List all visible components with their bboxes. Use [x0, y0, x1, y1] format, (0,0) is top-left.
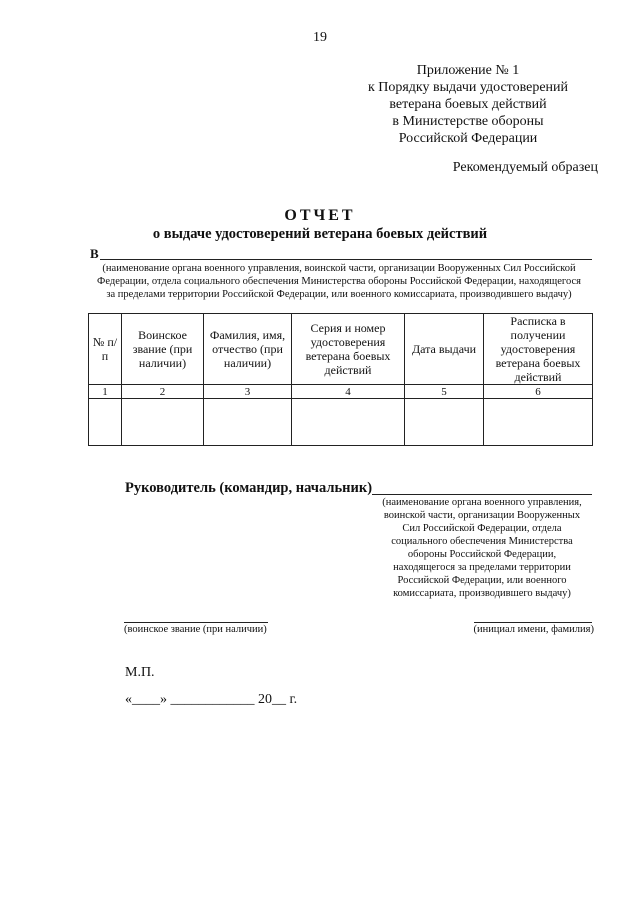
name-fill-line[interactable] [474, 622, 592, 623]
stamp-label: М.П. [125, 665, 155, 680]
appendix-line: в Министерстве обороны [392, 114, 544, 129]
table-cell[interactable] [89, 399, 122, 446]
header-cell: Воинское звание (при наличии) [122, 314, 204, 385]
table-cell[interactable] [204, 399, 292, 446]
page-number: 19 [313, 30, 327, 45]
table-cell[interactable] [292, 399, 405, 446]
appendix-line: ветерана боевых действий [389, 97, 547, 112]
column-number: 5 [405, 385, 484, 399]
document-subtitle: о выдаче удостоверений ветерана боевых действий [152, 226, 488, 242]
rank-hint: (воинское звание (при наличии) [124, 624, 267, 635]
signature-label: Руководитель (командир, начальник) [125, 480, 373, 496]
table-header-row [89, 314, 593, 385]
table-cell[interactable] [484, 399, 593, 446]
rank-fill-line[interactable] [124, 622, 268, 623]
sample-label: Рекомендуемый образец [452, 160, 598, 175]
column-number-row [89, 385, 593, 399]
column-number: 3 [204, 385, 292, 399]
header-cell: Серия и номер удостоверения ветерана боевых действий [292, 314, 405, 385]
document-title: ОТЧЕТ [284, 207, 356, 224]
appendix-block [348, 62, 588, 147]
appendix-line: к Порядку выдачи удостоверений [367, 80, 569, 95]
header-cell: № п/п [89, 314, 122, 385]
name-hint: (инициал имени, фамилия) [473, 624, 594, 635]
table-cell[interactable] [122, 399, 204, 446]
column-number: 2 [122, 385, 204, 399]
report-table [88, 313, 593, 446]
appendix-line: Приложение № 1 [416, 63, 520, 78]
column-number: 1 [89, 385, 122, 399]
signature-hint: (наименование органа военного управления, воинской части, организации Вооруженных Сил Российской Федерации, отдела социального обеспечения Министерства обороны Российской Федерации, находящегося за пределами территории Российской Федерации, или военного комиссариата, производившего выдачу) [382, 497, 582, 599]
column-number: 4 [292, 385, 405, 399]
recipient-fill-line[interactable] [100, 259, 592, 260]
header-cell: Фамилия, имя, отчество (при наличии) [204, 314, 292, 385]
date-line: «____» ____________ 20__ г. [125, 692, 298, 707]
appendix-line: Российской Федерации [398, 131, 538, 146]
recipient-prefix: В [90, 246, 99, 261]
table-row [89, 399, 593, 446]
table-cell[interactable] [405, 399, 484, 446]
recipient-hint: (наименование органа военного управления, воинской части, организации Вооруженных Сил Российской Федерации, отдела социального обеспечения Министерства обороны Российской Федерации, находящегося за пределами территории Российской Федерации, или военного комиссариата, производившего выдачу) [97, 263, 581, 300]
column-number: 6 [484, 385, 593, 399]
header-cell: Расписка в получении удостоверения ветерана боевых действий [484, 314, 593, 385]
header-cell: Дата выдачи [405, 314, 484, 385]
signature-fill-line[interactable] [372, 494, 592, 495]
